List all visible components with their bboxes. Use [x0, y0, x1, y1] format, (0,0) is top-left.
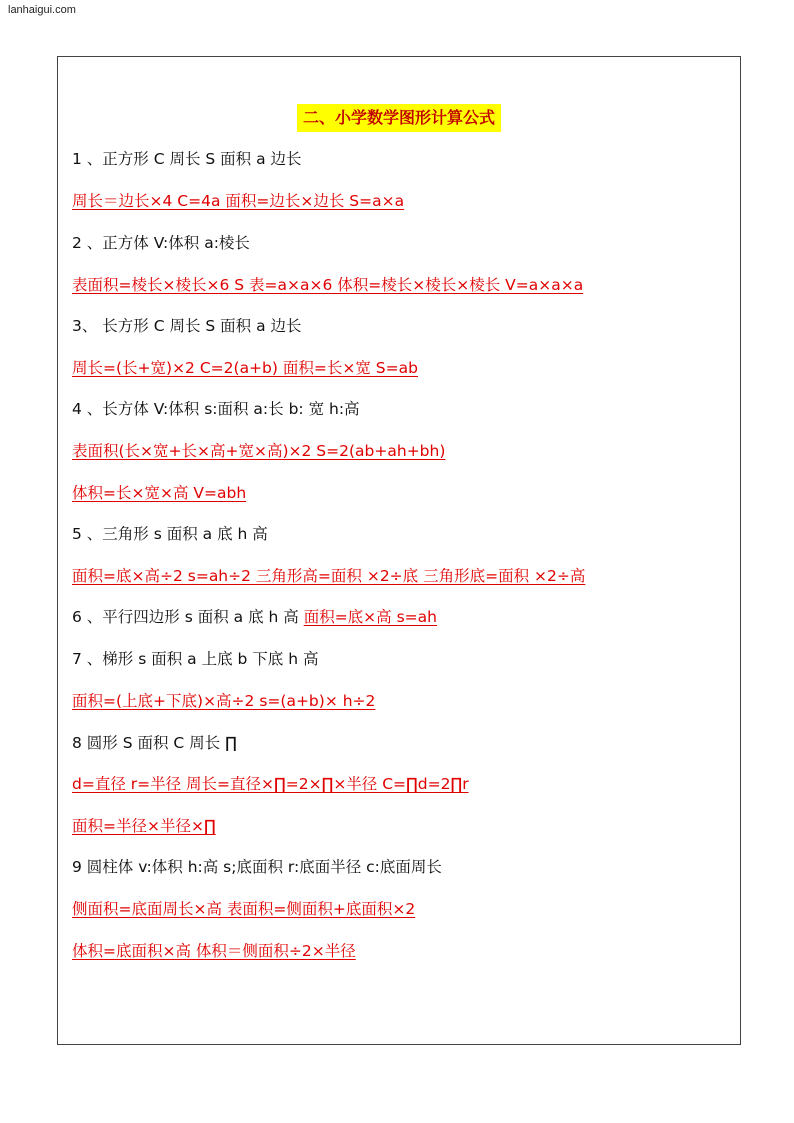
item-8-heading: 8 圆形 S 面积 C 周长 ∏: [72, 734, 237, 752]
item-6-formula: 面积=底×高 s=ah: [303, 608, 437, 626]
item-2-formula: 表面积=棱长×棱长×6 S 表=a×a×6 体积=棱长×棱长×棱长 V=a×a×a: [72, 276, 584, 294]
item-8-formula-circumference: d=直径 r=半径 周长=直径×∏=2×∏×半径 C=∏d=2∏r: [72, 775, 469, 793]
item-1-heading: 1 、正方形 C 周长 S 面积 a 边长: [72, 150, 302, 168]
item-5-heading: 5 、三角形 s 面积 a 底 h 高: [72, 525, 268, 543]
item-3-heading: 3、 长方形 C 周长 S 面积 a 边长: [72, 317, 302, 335]
item-8-formula-area: 面积=半径×半径×∏: [72, 817, 216, 835]
item-9-heading: 9 圆柱体 v:体积 h:高 s;底面积 r:底面半径 c:底面周长: [72, 858, 442, 876]
item-6-heading: 6 、平行四边形 s 面积 a 底 h 高: [72, 608, 304, 626]
item-9-formula-surface: 侧面积=底面周长×高 表面积=侧面积+底面积×2: [72, 900, 416, 918]
formula-box: [57, 56, 741, 1045]
item-4-formula-volume: 体积=长×宽×高 V=abh: [72, 484, 247, 502]
item-5-formula: 面积=底×高÷2 s=ah÷2 三角形高=面积 ×2÷底 三角形底=面积 ×2÷高: [72, 567, 586, 585]
item-4-heading: 4 、长方体 V:体积 s:面积 a:长 b: 宽 h:高: [72, 400, 360, 418]
section-title: 二、小学数学图形计算公式: [297, 104, 501, 132]
item-1-formula: 周长＝边长×4 C=4a 面积=边长×边长 S=a×a: [72, 192, 405, 210]
item-7-heading: 7 、梯形 s 面积 a 上底 b 下底 h 高: [72, 650, 319, 668]
item-3-formula: 周长=(长+宽)×2 C=2(a+b) 面积=长×宽 S=ab: [72, 359, 418, 377]
item-4-formula-area: 表面积(长×宽+长×高+宽×高)×2 S=2(ab+ah+bh): [72, 442, 446, 460]
site-watermark: lanhaigui.com: [8, 4, 76, 16]
item-7-formula: 面积=(上底+下底)×高÷2 s=(a+b)× h÷2: [72, 692, 376, 710]
item-6-row: [72, 606, 437, 628]
item-9-formula-volume: 体积=底面积×高 体积＝侧面积÷2×半径: [72, 942, 356, 960]
title-wrap: [58, 104, 740, 132]
item-2-heading: 2 、正方体 V:体积 a:棱长: [72, 234, 250, 252]
